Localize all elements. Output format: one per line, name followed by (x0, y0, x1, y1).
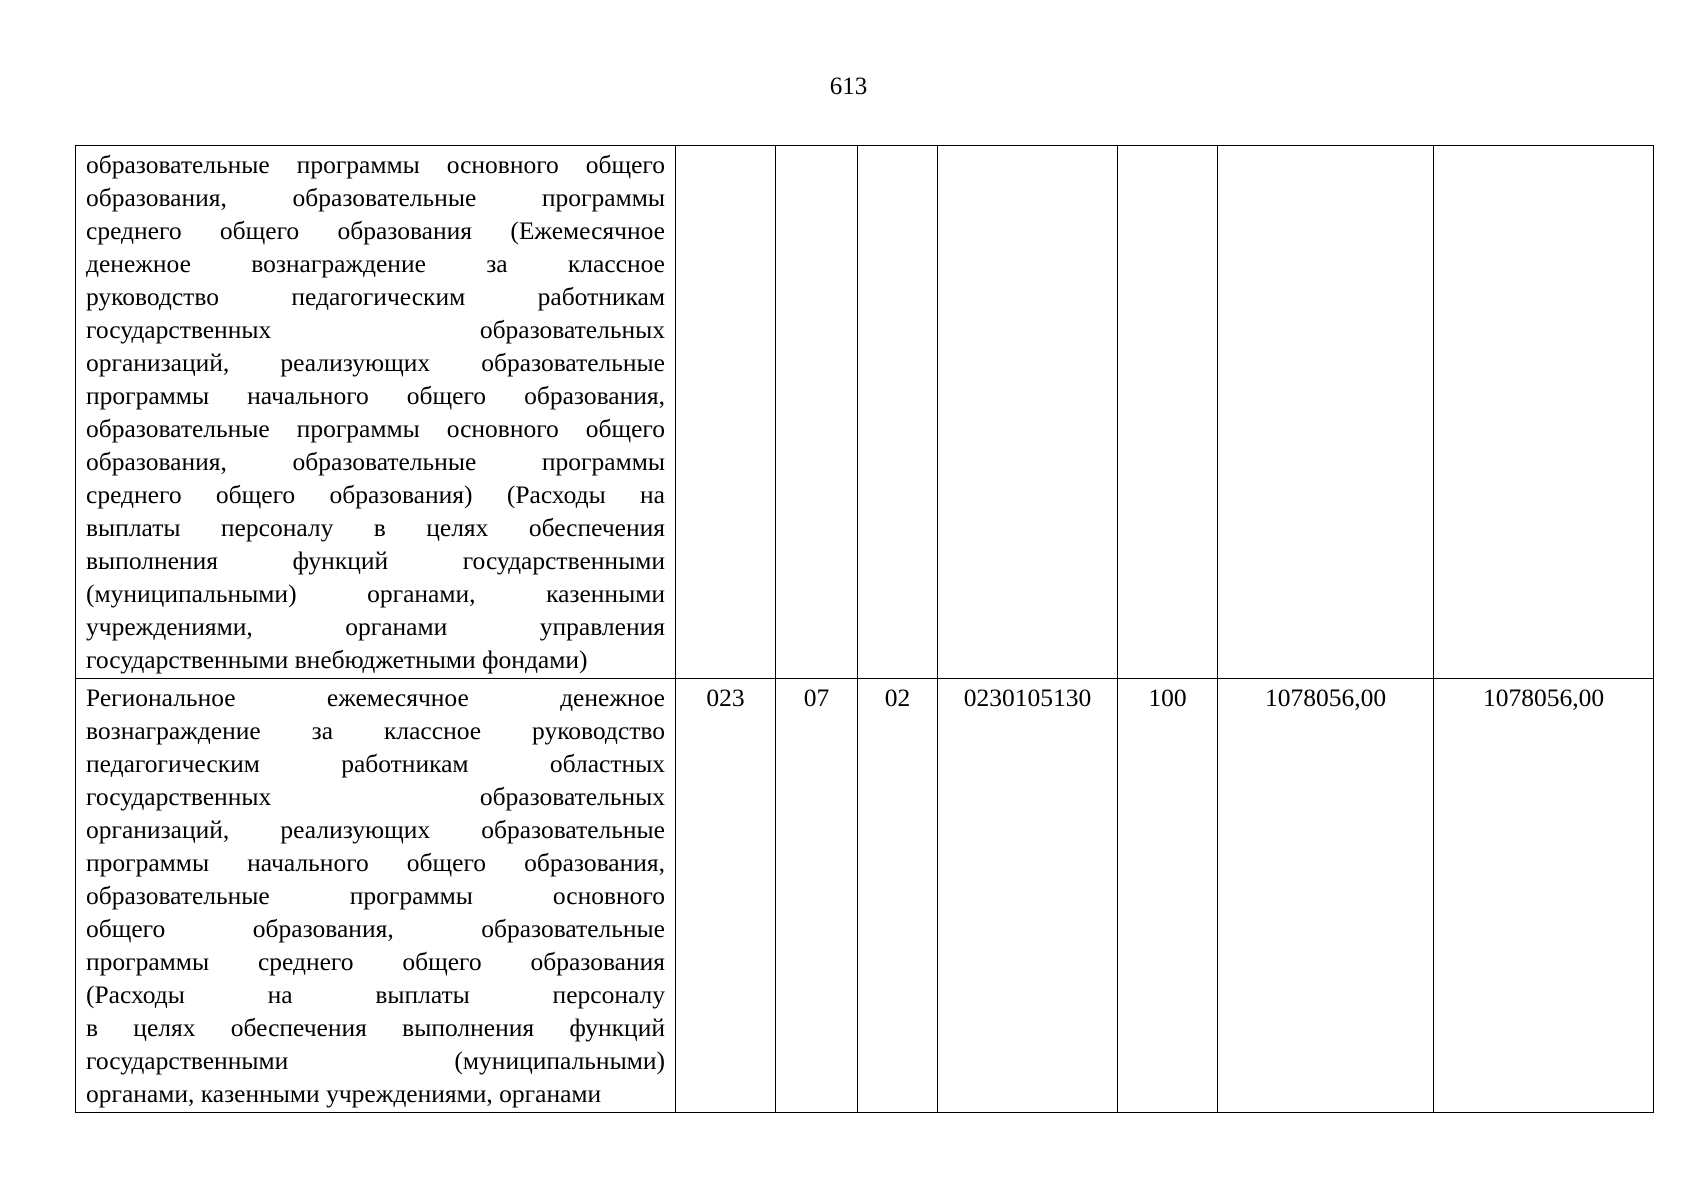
description-line: организаций, реализующих образовательные (86, 815, 665, 844)
description-line: среднего общего образования) (Расходы на (86, 480, 665, 509)
description-line: программы начального общего образования, (86, 381, 665, 410)
budget-table (75, 145, 1654, 1113)
ministry-code-cell (676, 146, 776, 679)
description-line: педагогическим работникам областных (86, 749, 665, 778)
description-line: образовательные программы основного общего (86, 150, 665, 179)
description-line: общего образования, образовательные (86, 914, 665, 943)
page-number: 613 (829, 73, 868, 100)
description-line: вознаграждение за классное руководство (86, 716, 665, 745)
description-line: денежное вознаграждение за классное (86, 249, 665, 278)
expense-type-cell (1118, 146, 1218, 679)
description-line: Региональное ежемесячное денежное (86, 683, 665, 712)
description-line: выполнения функций государственными (86, 546, 665, 575)
description-line: (Расходы на выплаты персоналу (86, 980, 665, 1009)
description-line: государственных образовательных (86, 782, 665, 811)
ministry-code-cell: 023 (676, 679, 776, 1113)
table-row (76, 679, 1654, 1113)
amount-first-cell: 1078056,00 (1218, 679, 1434, 1113)
description-line: программы среднего общего образования (86, 947, 665, 976)
description-cell (76, 679, 676, 1113)
description-line: (муниципальными) органами, казенными (86, 579, 665, 608)
table-body (76, 146, 1654, 1113)
amount-second-cell (1434, 146, 1654, 679)
description-line: государственными внебюджетными фондами) (86, 645, 588, 674)
expense-type-cell: 100 (1118, 679, 1218, 1113)
subsection-code-cell (858, 146, 938, 679)
amount-first-cell (1218, 146, 1434, 679)
description-line: образовательные программы основного общего (86, 414, 665, 443)
description-line: в целях обеспечения выполнения функций (86, 1013, 665, 1042)
target-article-cell: 0230105130 (938, 679, 1118, 1113)
description-line: среднего общего образования (Ежемесячное (86, 216, 665, 245)
subsection-code-cell: 02 (858, 679, 938, 1113)
target-article-cell (938, 146, 1118, 679)
amount-second-cell: 1078056,00 (1434, 679, 1654, 1113)
table-row (76, 146, 1654, 679)
description-line: организаций, реализующих образовательные (86, 348, 665, 377)
section-code-cell: 07 (776, 679, 858, 1113)
description-line: государственными (муниципальными) (86, 1046, 665, 1075)
description-line: образования, образовательные программы (86, 447, 665, 476)
description-cell (76, 146, 676, 679)
description-line: образовательные программы основного (86, 881, 665, 910)
description-line: выплаты персоналу в целях обеспечения (86, 513, 665, 542)
section-code-cell (776, 146, 858, 679)
description-line: учреждениями, органами управления (86, 612, 665, 641)
description-line: государственных образовательных (86, 315, 665, 344)
description-line: органами, казенными учреждениями, органами (86, 1079, 602, 1108)
description-line: руководство педагогическим работникам (86, 282, 665, 311)
description-line: образования, образовательные программы (86, 183, 665, 212)
description-line: программы начального общего образования, (86, 848, 665, 877)
